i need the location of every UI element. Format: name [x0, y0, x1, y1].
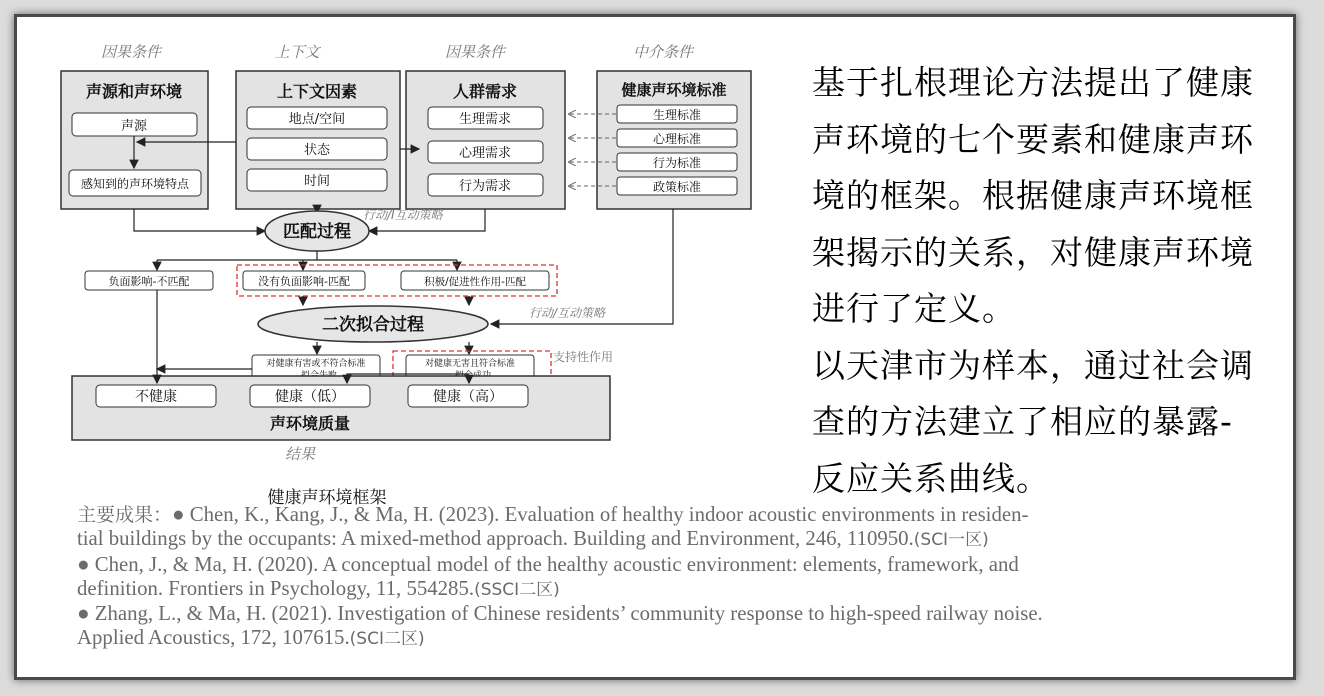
needs-item-psych: 心理需求: [458, 146, 512, 161]
source-box-title: 声源和声环境: [85, 82, 183, 101]
outcome-label: 结果: [284, 445, 316, 463]
perceived-features-item: 感知到的声环境特点: [80, 177, 190, 191]
second-fit-label: 二次拟合过程: [322, 315, 424, 335]
standard-psych: 心理标准: [652, 132, 702, 146]
ref-1: ● Chen, K., Kang, J., & Ma, H. (2023). Evaluation of healthy indoor acoustic environments in residen-: [172, 503, 1029, 526]
standards-box-title: 健康声环境标准: [621, 81, 727, 99]
ref-1-cont: tial buildings by the occupants: A mixed-method approach. Building and Environment, 246, 110950.: [77, 527, 914, 551]
source-item: 声源: [120, 119, 148, 134]
needs-item-physio: 生理需求: [458, 112, 512, 127]
context-item-time: 时间: [303, 174, 331, 189]
standard-policy: 政策标准: [652, 180, 702, 194]
results-lead: 主要成果：: [77, 504, 173, 526]
branch-no-negative: 没有负面影响-匹配: [258, 275, 350, 288]
context-box-title: 上下文因素: [276, 82, 358, 101]
ref-3: ● Zhang, L., & Ma, H. (2021). Investigation of Chinese residents’ community response to high-speed railway noise.: [77, 602, 1043, 626]
summary-line: 境的框架。根据健康声环境框: [812, 176, 1254, 215]
summary-line: 架揭示的关系，对健康声环境: [812, 232, 1254, 272]
quality-unhealthy: 不健康: [135, 389, 177, 405]
quality-healthy-high: 健康（高）: [433, 389, 503, 405]
branch-negative: 负面影响-不匹配: [108, 275, 190, 288]
summary-line: 基于扎根理论方法提出了健康: [812, 63, 1254, 102]
col-header-context: 上下文: [274, 43, 320, 61]
ref-2-cont: definition. Frontiers in Psychology, 11, 554285.: [77, 576, 475, 600]
needs-item-behavior: 行为需求: [458, 179, 512, 194]
strategy-label-1: 行动/I互动策略: [363, 208, 443, 222]
ref-3-cont: Applied Acoustics, 172, 107615.: [77, 626, 350, 650]
branch-positive: 积极/促进性作用-匹配: [424, 276, 526, 288]
col-header-causal-2: 因果条件: [444, 43, 506, 61]
quality-title: 声环境质量: [269, 414, 351, 433]
context-item-state: 状态: [303, 143, 331, 158]
support-label: 支持性作用: [553, 350, 614, 364]
ref-2-tag: (SSCI二区): [474, 579, 560, 600]
col-header-causal-1: 因果条件: [100, 43, 162, 61]
ref-2: ● Chen, J., & Ma, H. (2020). A conceptual model of the healthy acoustic environment: elements, framework, and: [77, 552, 1019, 576]
result-success-line1: 对健康无害且符合标准: [424, 359, 516, 369]
framework-diagram: [17, 17, 797, 487]
main-results: [77, 503, 1307, 652]
diagram-caption: 健康声环境框架: [267, 488, 387, 508]
summary-line: 进行了定义。: [812, 289, 1016, 328]
content-card: [14, 14, 1296, 680]
needs-box-title: 人群需求: [452, 82, 518, 101]
standard-physio: 生理标准: [652, 108, 702, 122]
context-item-place: 地点/空间: [288, 112, 346, 127]
summary-line: 反应关系曲线。: [812, 458, 1050, 498]
result-fail-line1: 对健康有害或不符合标准: [266, 359, 366, 369]
summary-line: 声环境的七个要素和健康声环: [812, 119, 1254, 159]
quality-healthy-low: 健康（低）: [275, 389, 345, 405]
standard-behavior: 行为标准: [652, 156, 702, 170]
summary-line: 查的方法建立了相应的暴露-: [812, 402, 1233, 441]
summary-text: [812, 55, 1302, 507]
summary-line: 以天津市为样本，通过社会调: [812, 345, 1254, 385]
col-header-mediator: 中介条件: [632, 43, 694, 61]
strategy-label-2: 行动/互动策略: [529, 306, 606, 320]
match-process-label: 匹配过程: [283, 222, 351, 242]
ref-1-tag: (SCI一区): [913, 530, 989, 551]
ref-3-tag: (SCI二区): [349, 629, 425, 650]
